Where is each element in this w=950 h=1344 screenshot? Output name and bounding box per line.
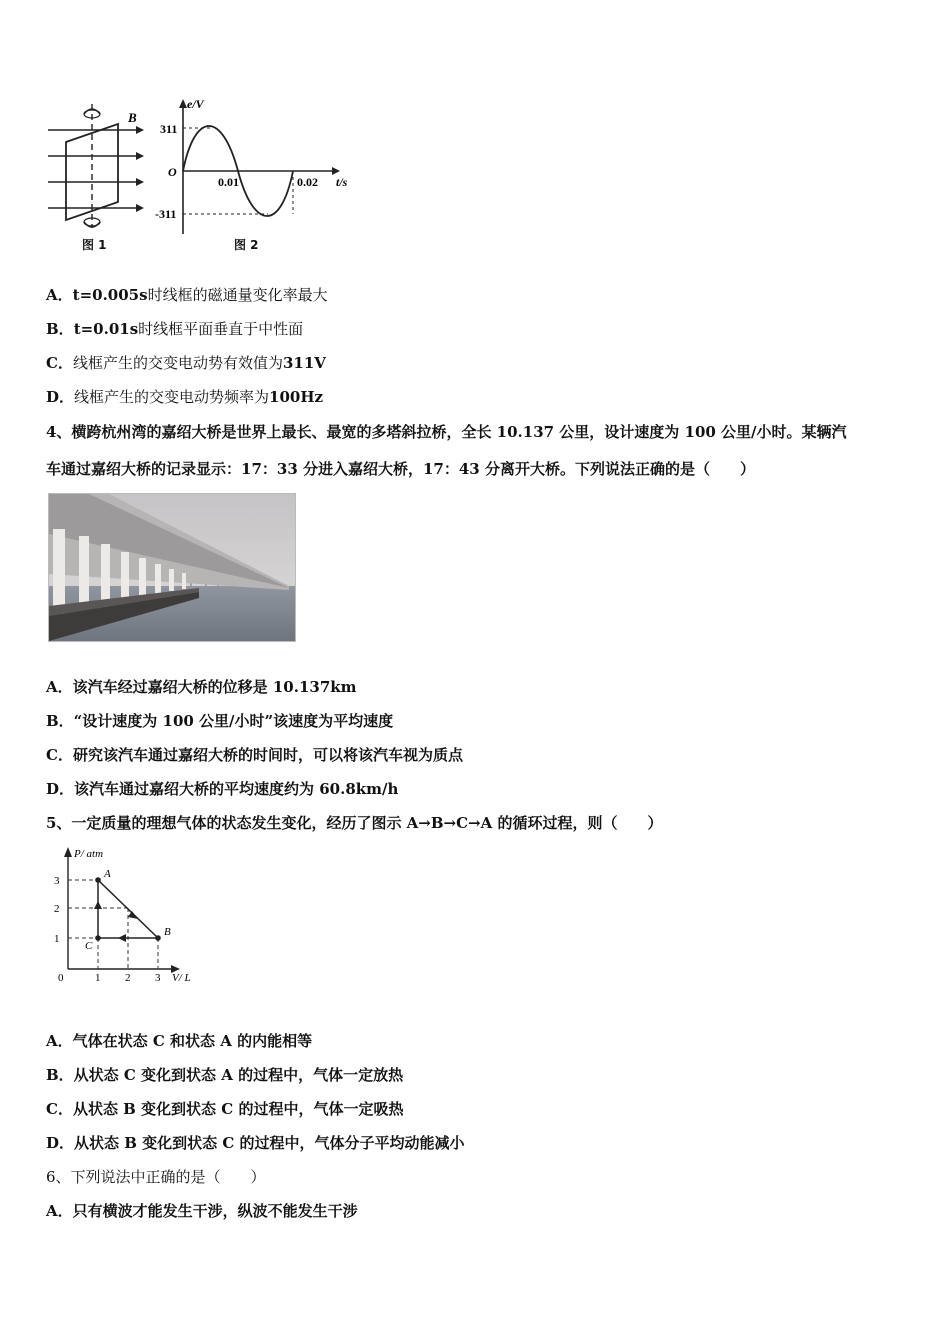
fig1-caption: 图 1	[82, 238, 107, 252]
y-max-label: 311	[160, 122, 178, 136]
y-min-label: -311	[155, 207, 177, 221]
y-axis-label: e/V	[187, 97, 204, 111]
pv-x-tick-1: 1	[95, 972, 101, 984]
pv-x-tick-2: 2	[125, 972, 131, 984]
pv-y-tick-2: 2	[54, 903, 60, 915]
pv-x-axis-label: V/ L	[172, 972, 191, 984]
q5-option-a: A．气体在状态 C 和状态 A 的内能相等	[46, 1032, 313, 1050]
q4-option-b: B．“设计速度为 100 公里/小时”该速度为平均速度	[46, 712, 394, 730]
figure-1	[40, 98, 150, 258]
pv-point-c: C	[85, 940, 93, 952]
q5-option-b: B．从状态 C 变化到状态 A 的过程中，气体一定放热	[46, 1066, 404, 1084]
origin-label: O	[168, 165, 177, 179]
pv-origin: 0	[58, 972, 64, 984]
q3-option-b: B．t=0.01s时线框平面垂直于中性面	[46, 320, 304, 338]
q3-option-a: A．t=0.005s时线框的磁通量变化率最大	[46, 286, 328, 304]
pv-diagram	[52, 843, 202, 988]
pv-point-b: B	[164, 926, 171, 938]
q6-stem: 6、下列说法中正确的是（ ）	[46, 1168, 266, 1186]
x-tick-1: 0.01	[218, 175, 239, 189]
field-label-b: B	[128, 110, 137, 125]
q4-option-c: C．研究该汽车通过嘉绍大桥的时间时，可以将该汽车视为质点	[46, 746, 463, 764]
q3-option-c: C．线框产生的交变电动势有效值为311V	[46, 354, 326, 372]
pv-y-axis-label: P/ atm	[74, 848, 104, 860]
bridge-photo	[48, 493, 296, 642]
q3-option-d: D．线框产生的交变电动势频率为100Hz	[46, 388, 324, 406]
x-axis-label: t/s	[336, 175, 348, 189]
q6-option-a: A．只有横波才能发生干涉，纵波不能发生干涉	[46, 1202, 358, 1220]
pv-x-tick-3: 3	[155, 972, 161, 984]
pv-point-a: A	[104, 868, 111, 880]
emf-time-graph	[150, 96, 355, 258]
q4-stem-line2: 车通过嘉绍大桥的记录显示：17：33 分进入嘉绍大桥，17：43 分离开大桥。下列说法正确的是（ ）	[46, 460, 755, 478]
coil-diagram	[40, 98, 150, 258]
q5-option-d: D．从状态 B 变化到状态 C 的过程中，气体分子平均动能减小	[46, 1134, 465, 1152]
q4-option-a: A．该汽车经过嘉绍大桥的位移是 10.137km	[46, 678, 357, 696]
q5-stem: 5、一定质量的理想气体的状态发生变化，经历了图示 A→B→C→A 的循环过程，则（ ）	[46, 814, 663, 832]
pv-y-tick-3: 3	[54, 875, 60, 887]
q4-stem-line1: 4、横跨杭州湾的嘉绍大桥是世界上最长、最宽的多塔斜拉桥，全长 10.137 公里，设计速度为 100 公里/小时。某辆汽	[46, 423, 847, 441]
q4-option-d: D．该汽车通过嘉绍大桥的平均速度约为 60.8km/h	[46, 780, 399, 798]
q5-option-c: C．从状态 B 变化到状态 C 的过程中，气体一定吸热	[46, 1100, 404, 1118]
fig2-caption: 图 2	[234, 238, 259, 252]
pv-y-tick-1: 1	[54, 933, 60, 945]
x-tick-2: 0.02	[297, 175, 318, 189]
figure-2	[150, 96, 355, 258]
